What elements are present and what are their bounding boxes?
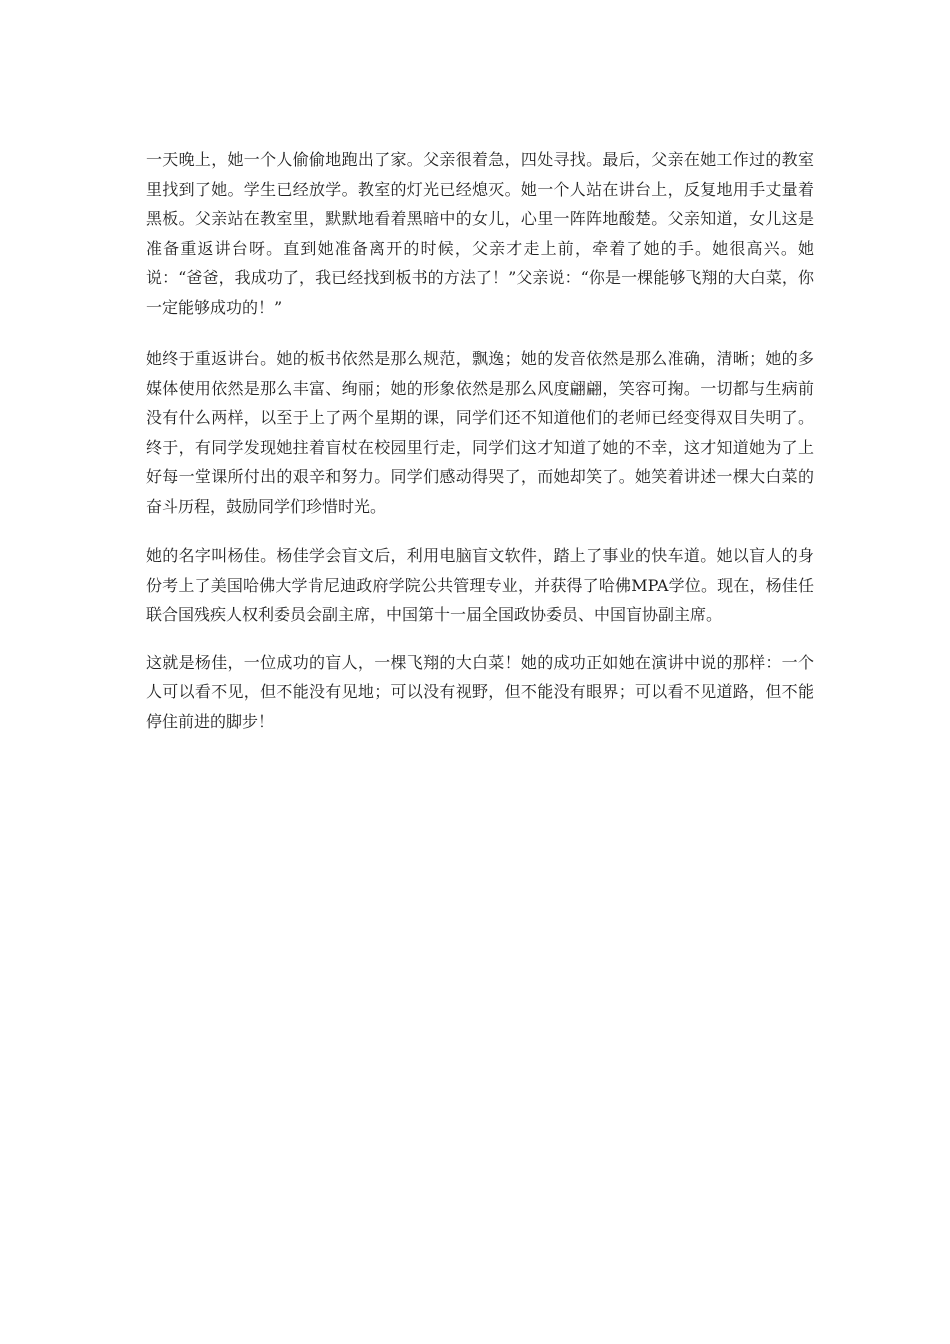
document-body [146,145,814,736]
paragraph-4: 这就是杨佳，一位成功的盲人，一棵飞翔的大白菜！她的成功正如她在演讲中说的那样：一个人可以看不见，但不能没有见地；可以没有视野，但不能没有眼界；可以看不见道路，但不能停住前进的脚步！ [146,652,814,731]
paragraph-1: 一天晚上，她一个人偷偷地跑出了家。父亲很着急，四处寻找。最后，父亲在她工作过的教室里找到了她。学生已经放学。教室的灯光已经熄灭。她一个人站在讲台上，反复地用手丈量着黑板。父亲站在教室里，默默地看着黑暗中的女儿，心里一阵阵地酸楚。父亲知道，女儿这是准备重返讲台呀。直到她准备离开的时候，父亲才走上前，牵着了她的手。她很高兴。她说：“爸爸，我成功了，我已经找到板书的方法了！”父亲说：“你是一棵能够飞翔的大白菜，你一定能够成功的！” [146,150,814,317]
paragraph-2: 她终于重返讲台。她的板书依然是那么规范，飘逸；她的发音依然是那么准确，清晰；她的多媒体使用依然是那么丰富、绚丽；她的形象依然是那么风度翩翩，笑容可掬。一切都与生病前没有什么两样，以至于上了两个星期的课，同学们还不知道他们的老师已经变得双目失明了。终于，有同学发现她拄着盲杖在校园里行走，同学们这才知道了她的不幸，这才知道她为了上好每一堂课所付出的艰辛和努力。同学们感动得哭了，而她却笑了。她笑着讲述一棵大白菜的奋斗历程，鼓励同学们珍惜时光。 [146,349,814,516]
paragraph-3: 她的名字叫杨佳。杨佳学会盲文后，利用电脑盲文软件，踏上了事业的快车道。她以盲人的身份考上了美国哈佛大学肯尼迪政府学院公共管理专业，并获得了哈佛MPA学位。现在，杨佳任联合国残疾人权利委员会副主席，中国第十一届全国政协委员、中国盲协副主席。 [146,546,814,624]
